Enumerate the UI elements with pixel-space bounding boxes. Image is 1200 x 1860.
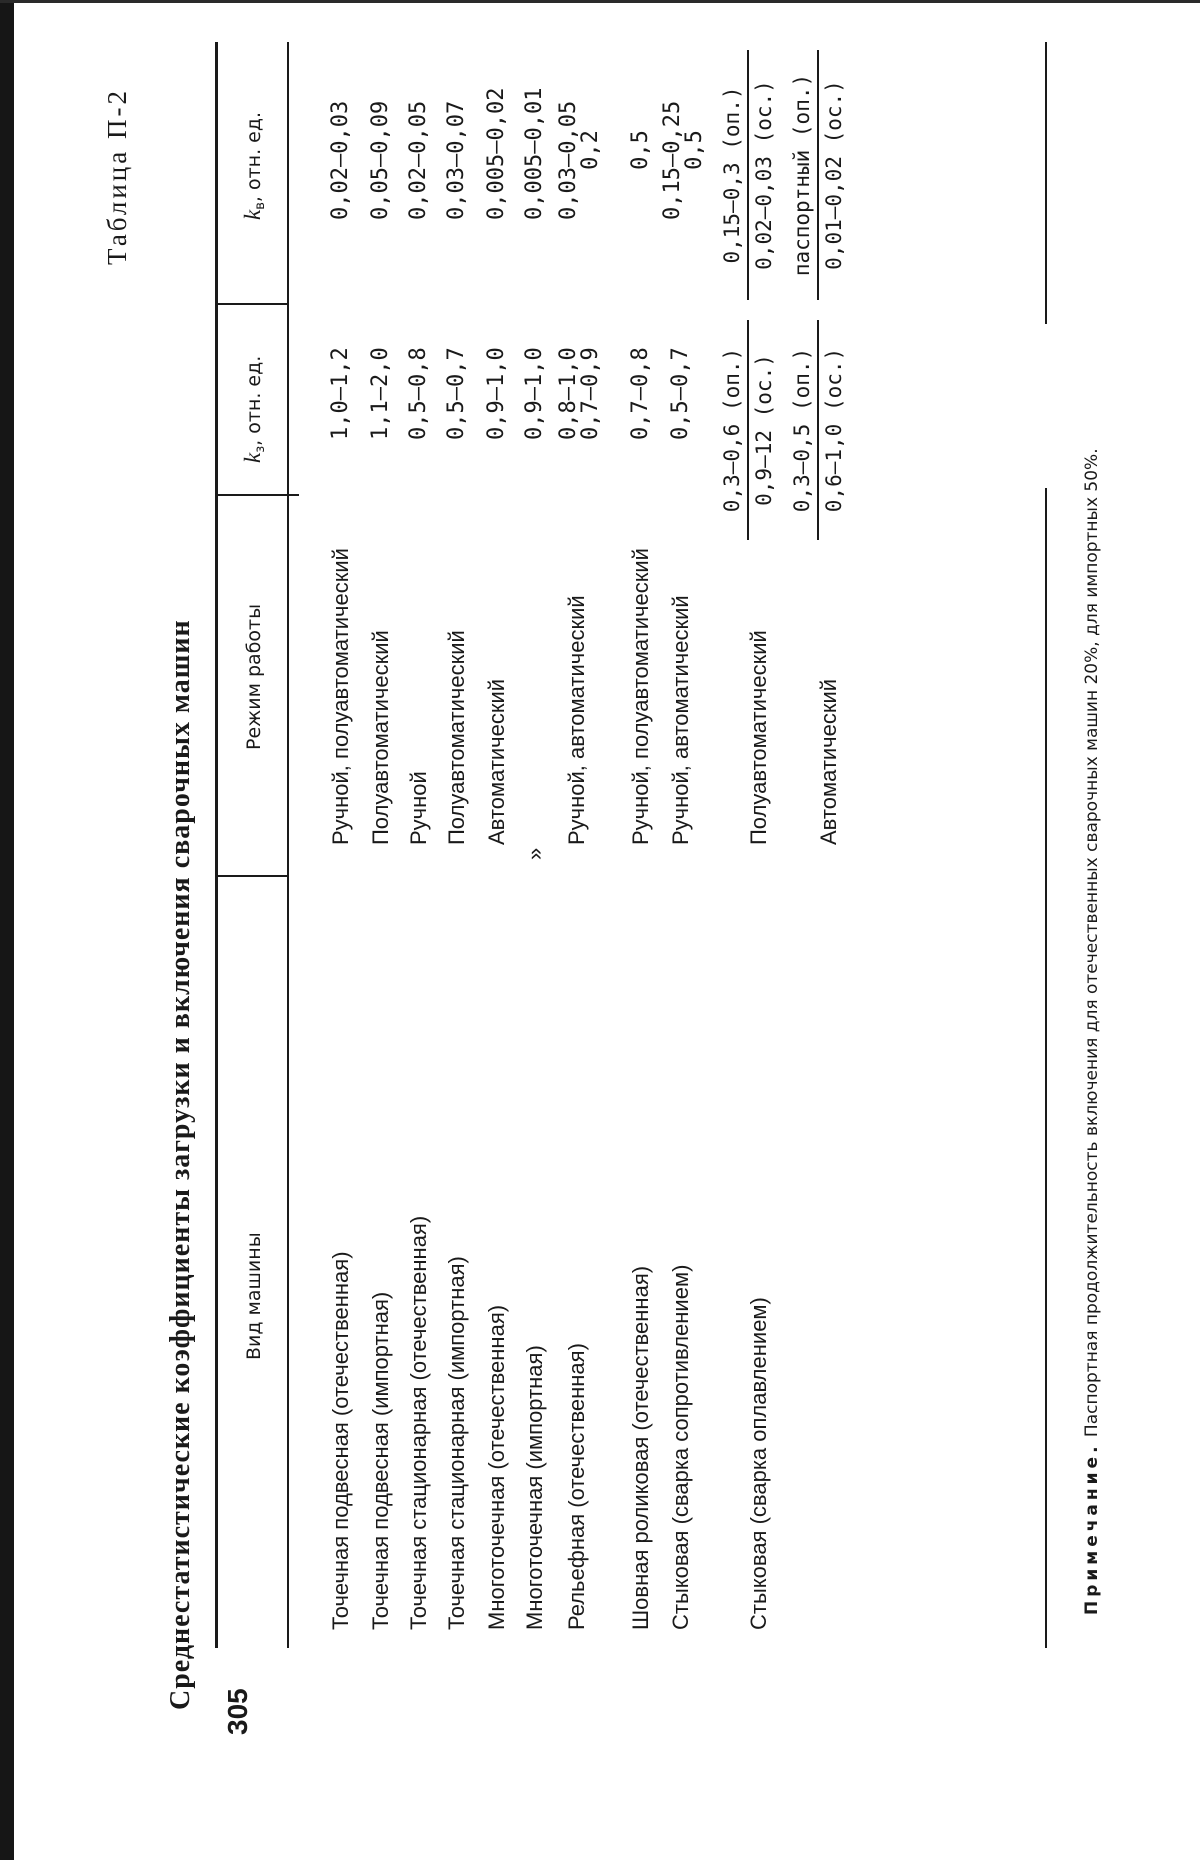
header-kz [240,356,268,463]
row6-kv: 0,005—0,01 [522,87,547,220]
header-kv-unit: , отн. ед. [243,111,265,203]
header-mode: Режим работы [243,603,265,750]
row6-machine: Многоточечная (импортная) [522,1345,547,1630]
header-kz-symbol: k [240,452,265,463]
row11-kz-fraction [790,320,846,540]
table-top-rule [215,42,218,1648]
table-label: Таблица П-2 [102,88,132,265]
page-number: 305 [222,1688,253,1735]
header-machine: Вид машины [243,1232,265,1360]
row1-machine: Точечная подвесная (отечественная) [328,1251,353,1630]
row10-kz-denominator: 0,9—12 (ос.) [752,354,776,506]
row8-kz: 0,7—0,8 [628,347,653,440]
row7-mode: Ручной, автоматический [564,595,589,845]
row7-kv-line2: 0,2 [578,130,603,170]
row2-machine: Точечная подвесная (импортная) [368,1291,393,1630]
row3-machine: Точечная стационарная (отечественная) [406,1215,431,1630]
row8-machine: Шовная роликовая (отечественная) [628,1265,653,1630]
row4-kz: 0,5—0,7 [444,347,469,440]
row8-mode: Ручной, полуавтоматический [628,548,653,845]
row2-mode: Полуавтоматический [368,630,393,845]
row9-mode: Ручной, автоматический [668,595,693,845]
row10-kv-numerator: 0,15—0,3 (оп.) [720,50,749,300]
header-kz-subscript: з [253,445,268,453]
column-divider-3 [215,303,287,305]
row9-kv-line1: 0,15—0,25 [660,100,685,220]
note-body: Паспортная продолжительность включения для отечественных сварочных машин 20%, для импортных 50%. [1082,448,1102,1438]
row5-kv: 0,005—0,02 [484,87,509,220]
row4-kv: 0,03—0,07 [444,100,469,220]
row10-kv-fraction [720,50,776,300]
row10-kz-numerator: 0,3—0,6 (оп.) [720,320,749,540]
column-divider-2 [215,494,299,496]
row7-kv-line1: 0,03—0,05 [556,100,581,220]
note-label: Примечание. [1082,1442,1102,1615]
row5-machine: Многоточечная (отечественная) [484,1304,509,1630]
row10-machine: Стыковая (сварка оплавлением) [746,1297,771,1630]
table-title: Среднестатистические коэффициенты загрузки и включения сварочных машин [165,619,196,1710]
row11-kv-denominator: 0,01—0,02 (ос.) [822,80,846,270]
row9-machine: Стыковая (сварка сопротивлением) [668,1264,693,1630]
row5-mode: Автоматический [484,678,509,845]
row1-kv: 0,02—0,03 [328,100,353,220]
row9-kv-line2: 0,5 [682,130,707,170]
row10-mode: Полуавтоматический [746,630,771,845]
row11-kz-numerator: 0,3—0,5 (оп.) [790,320,819,540]
row10-kv-denominator: 0,02—0,03 (ос.) [752,80,776,270]
header-kz-unit: , отн. ед. [243,355,265,446]
row4-mode: Полуавтоматический [444,630,469,845]
row7-machine: Рельефная (отечественная) [564,1343,589,1630]
header-kv-subscript: в [253,202,268,210]
row11-kv-numerator: паспортный (оп.) [790,50,819,300]
header-kv [240,112,268,220]
table-bottom-rule-right [1045,42,1047,324]
row2-kv: 0,05—0,09 [368,100,393,220]
row5-kz: 0,9—1,0 [484,347,509,440]
header-kv-symbol: k [240,209,265,220]
row8-kv: 0,5 [628,130,653,170]
row9-kz: 0,5—0,7 [668,347,693,440]
row6-mode: » [522,847,547,860]
row7-kz-line1: 0,8—1,0 [556,347,581,440]
row2-kz: 1,1—2,0 [368,347,393,440]
row7-kz-line2: 0,7—0,9 [578,347,603,440]
row3-mode: Ручной [406,771,431,845]
header-bottom-rule [287,42,289,1648]
row3-kv: 0,02—0,05 [406,100,431,220]
row6-kz: 0,9—1,0 [522,347,547,440]
row11-kz-denominator: 0,6—1,0 (ос.) [822,347,846,513]
row1-kz: 1,0—1,2 [328,347,353,440]
column-divider-1 [215,875,288,877]
row10-kz-fraction [720,320,776,540]
table-bottom-rule-left [1045,488,1047,1648]
row4-machine: Точечная стационарная (импортная) [444,1256,469,1630]
row1-mode: Ручной, полуавтоматический [328,548,353,845]
table-note [1082,448,1102,1615]
row11-mode: Автоматический [816,678,841,845]
row3-kz: 0,5—0,8 [406,347,431,440]
row11-kv-fraction [790,50,846,300]
